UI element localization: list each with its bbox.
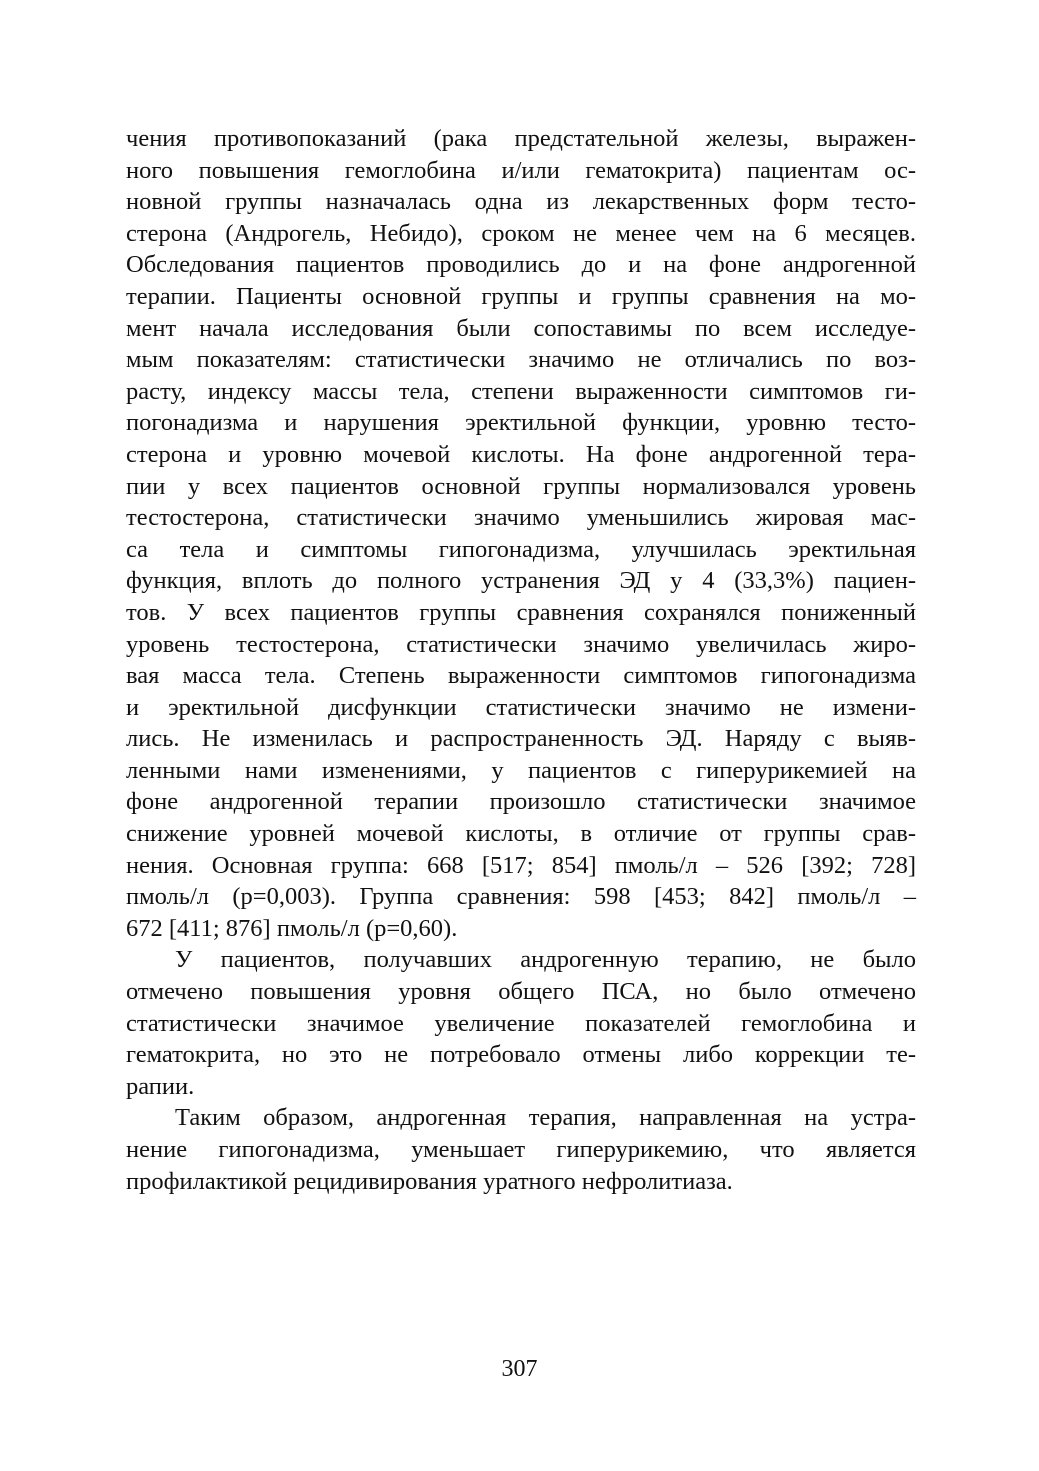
text-line: мент начала исследования были сопоставимы по всем исследуе- [126,314,916,342]
text-line: тов. У всех пациентов группы сравнения сохранялся пониженный [126,598,916,626]
paragraph-2 [126,944,916,1102]
text-line: ного повышения гемоглобина и/или гематокрита) пациентам ос- [126,156,916,184]
text-line: расту, индексу массы тела, степени выраженности симптомов ги- [126,377,916,405]
paragraph-1 [126,123,916,944]
text-line: 672 [411; 876] пмоль/л (р=0,60). [126,914,458,942]
text-line: пмоль/л (р=0,003). Группа сравнения: 598 [453; 842] пмоль/л – [126,883,916,911]
text-line: профилактикой рецидивирования уратного нефролитиаза. [126,1167,733,1195]
text-line: Таким образом, андрогенная терапия, направленная на устра- [175,1104,916,1132]
text-line: гематокрита, но это не потребовало отмены либо коррекции те- [126,1041,916,1069]
text-line: мым показателям: статистически значимо не отличались по воз- [126,346,916,374]
text-line: нения. Основная группа: 668 [517; 854] пмоль/л – 526 [392; 728] [126,851,916,879]
text-line: са тела и симптомы гипогонадизма, улучшилась эректильная [126,535,916,563]
page-number: 307 [501,1356,538,1382]
text-line: погонадизма и нарушения эректильной функции, уровню тесто- [126,409,916,437]
paragraph-3 [126,1102,916,1197]
text-line: снижение уровней мочевой кислоты, в отличие от группы срав- [126,820,916,848]
text-line: статистически значимое увеличение показателей гемоглобина и [126,1009,916,1037]
text-line: стерона и уровню мочевой кислоты. На фоне андрогенной тера- [126,440,916,468]
text-line: уровень тестостерона, статистически значимо увеличилась жиро- [126,630,916,658]
text-line: функция, вплоть до полного устранения ЭД у 4 (33,3%) пациен- [126,567,916,595]
text-line: чения противопоказаний (рака предстательной железы, выражен- [126,125,916,152]
text-line: рапии. [126,1072,195,1100]
text-line: тестостерона, статистически значимо уменьшились жировая мас- [126,504,916,532]
text-line: фоне андрогенной терапии произошло статистически значимое [126,788,916,816]
text-line: нение гипогонадизма, уменьшает гиперурикемию, что является [126,1136,916,1163]
text-line: и эректильной дисфункции статистически значимо не измени- [126,693,916,721]
text-line: ленными нами изменениями, у пациентов с гиперурикемией на [126,756,916,784]
text-line: лись. Не изменилась и распространенность ЭД. Наряду с выяв- [126,725,916,753]
text-line: Обследования пациентов проводились до и на фоне андрогенной [126,251,916,279]
text-line: стерона (Андрогель, Небидо), сроком не менее чем на 6 месяцев. [126,219,916,247]
text-line: пии у всех пациентов основной группы нормализовался уровень [126,472,916,500]
page-body-text [126,123,916,1197]
text-line: терапии. Пациенты основной группы и группы сравнения на мо- [126,282,916,310]
text-line: У пациентов, получавших андрогенную терапию, не было [175,946,916,974]
text-line: отмечено повышения уровня общего ПСА, но было отмечено [126,978,916,1006]
text-line: вая масса тела. Степень выраженности симптомов гипогонадизма [126,662,916,690]
text-line: новной группы назначалась одна из лекарственных форм тесто- [126,188,916,216]
